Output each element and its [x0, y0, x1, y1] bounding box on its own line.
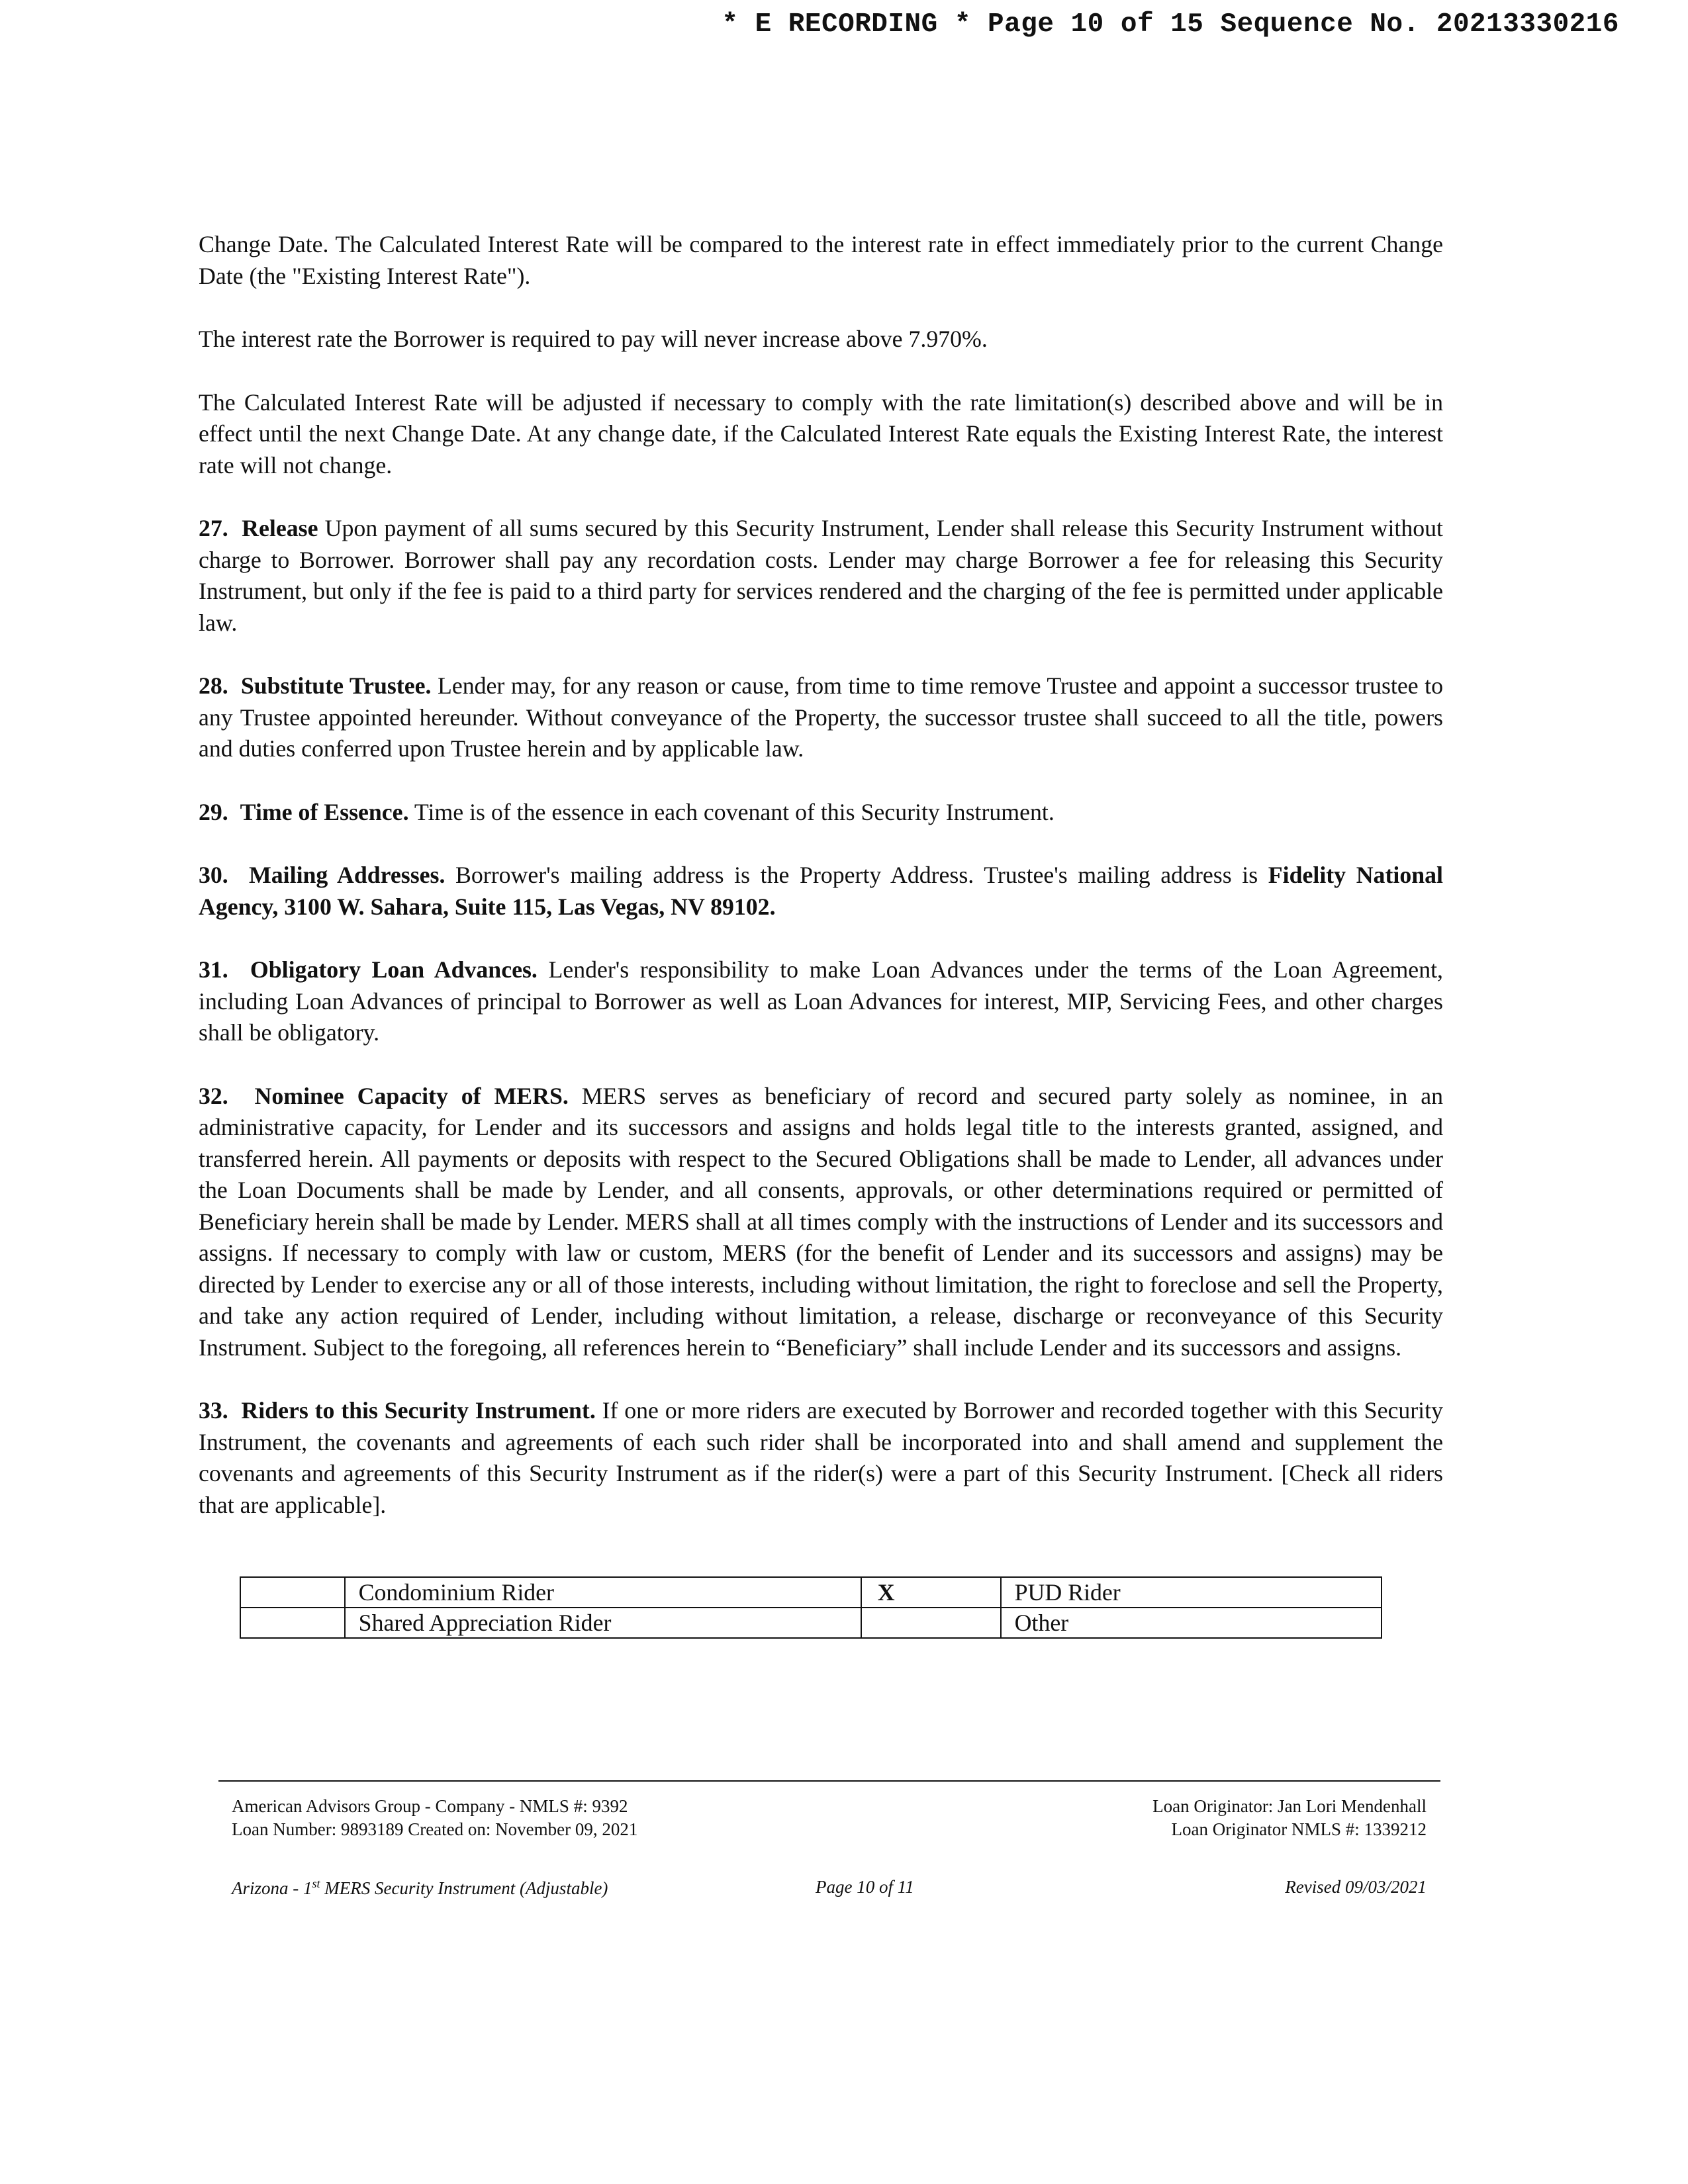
footer-loan-number: Loan Number: 9893189 Created on: November 09, 2021 [232, 1819, 638, 1839]
section-heading: Release [242, 515, 318, 541]
section-text: Lender may, for any reason or cause, from time to time remove Trustee and appoint a successor trustee to any Trustee appointed hereunder. Without conveyance of the Property, the successor trustee shall succeed to all the title, powers and duties conferred upon Trustee herein and by applicable law. [199, 672, 1444, 762]
rider-checkbox-cell [240, 1608, 345, 1638]
rider-name-cell: Condominium Rider [345, 1577, 861, 1608]
section-number: 29. [199, 798, 228, 825]
doc-title-ordinal: st [312, 1877, 320, 1890]
section-30 [199, 860, 1443, 923]
intro-paragraph-2: The interest rate the Borrower is required to pay will never increase above 7.970%. [199, 326, 988, 352]
footer-page-number: Page 10 of 11 [816, 1877, 914, 1897]
section-heading: Mailing Addresses. [249, 862, 445, 888]
section-31 [199, 954, 1443, 1049]
footer-revised-date: Revised 09/03/2021 [1285, 1877, 1427, 1897]
footer-originator-nmls: Loan Originator NMLS #: 1339212 [1171, 1819, 1427, 1839]
rider-checkbox-cell [240, 1577, 345, 1608]
rider-name-cell: PUD Rider [1001, 1577, 1382, 1608]
section-number: 30. [199, 862, 228, 888]
footer-originator: Loan Originator: Jan Lori Mendenhall [1152, 1796, 1427, 1816]
table-row [240, 1608, 1382, 1638]
section-number: 28. [199, 672, 228, 699]
intro-paragraph-1: Change Date. The Calculated Interest Rate will be compared to the interest rate in effect immediately prior to the current Change Date (the "Existing Interest Rate"). [199, 231, 1443, 289]
rider-name-cell: Other [1001, 1608, 1382, 1638]
section-text: Lender's responsibility to make Loan Advances under the terms of the Loan Agreement, including Loan Advances of principal to Borrower as well as Loan Advances for interest, MIP, Servicing Fees, and other charges shall be obligatory. [199, 956, 1443, 1046]
section-heading: Riders to this Security Instrument. [241, 1397, 596, 1424]
section-heading: Obligatory Loan Advances. [250, 956, 538, 983]
recording-stamp: * E RECORDING * Page 10 of 15 Sequence No. 20213330216 [722, 9, 1619, 40]
footer-divider [218, 1780, 1440, 1782]
document-body [199, 229, 1443, 1553]
rider-checkbox-cell: X [861, 1577, 1001, 1608]
section-33 [199, 1395, 1443, 1521]
riders-table [240, 1576, 1382, 1639]
section-text: Borrower's mailing address is the Property Address. Trustee's mailing address is [445, 862, 1268, 888]
section-text: Upon payment of all sums secured by this Security Instrument, Lender shall release this Security Instrument without charge to Borrower. Borrower shall pay any recordation costs. Lender may charge Borrower a fee for releasing this Security Instrument, but only if the fee is paid to a third party for services rendered and the charging of the fee is permitted under applicable law. [199, 515, 1443, 636]
doc-title-suffix: MERS Security Instrument (Adjustable) [320, 1878, 608, 1898]
section-heading: Nominee Capacity of MERS. [254, 1082, 569, 1109]
section-heading: Substitute Trustee. [240, 672, 432, 699]
footer-lender-info [232, 1795, 637, 1841]
section-29 [199, 797, 1443, 829]
section-heading: Time of Essence. [240, 798, 409, 825]
rider-checkbox-cell [861, 1608, 1001, 1638]
intro-paragraph-3: The Calculated Interest Rate will be adjusted if necessary to comply with the rate limitation(s) described above and will be in effect until the next Change Date. At any change date, if the Calculated Interest Rate equals the Existing Interest Rate, the interest rate will not change. [199, 388, 1443, 478]
footer-document-title [232, 1877, 608, 1899]
section-number: 32. [199, 1082, 228, 1109]
table-row [240, 1577, 1382, 1608]
footer-company: American Advisors Group - Company - NMLS #: 9392 [232, 1796, 628, 1816]
footer-originator-info [1152, 1795, 1427, 1841]
doc-title-prefix: Arizona - 1 [232, 1878, 312, 1898]
section-text: Time is of the essence in each covenant of this Security Instrument. [408, 798, 1055, 825]
rider-name-cell: Shared Appreciation Rider [345, 1608, 861, 1638]
trustee-address: Fidelity National Agency, 3100 W. Sahara, Suite 115, Las Vegas, NV 89102. [199, 862, 1443, 920]
section-text: If one or more riders are executed by Borrower and recorded together with this Security Instrument, the covenants and agreements of each such rider shall be incorporated into and shall amend and supplement the covenants and agreements of this Security Instrument as if the rider(s) were a part of this Security Instrument. [Check all riders that are applicable]. [199, 1397, 1443, 1518]
section-27 [199, 513, 1443, 639]
section-text: MERS serves as beneficiary of record and secured party solely as nominee, in an administrative capacity, for Lender and its successors and assigns and holds legal title to the interests granted, assigned, and transferred herein. All payments or deposits with respect to the Secured Obligations shall be made to Lender, all advances under the Loan Documents shall be made by Lender, and all consents, approvals, or other determinations required or permitted of Beneficiary herein shall be made by Lender. MERS shall at all times comply with the instructions of Lender and its successors and assigns. If necessary to comply with law or custom, MERS (for the benefit of Lender and its successors and assigns) may be directed by Lender to exercise any or all of those interests, including without limitation, the right to foreclose and sell the Property, and take any action required of Lender, including without limitation, a release, discharge or reconveyance of this Security Instrument. Subject to the foregoing, all references herein to “Beneficiary” shall include Lender and its successors and assigns. [199, 1082, 1444, 1361]
section-number: 31. [199, 956, 228, 983]
section-number: 27. [199, 515, 228, 541]
section-28 [199, 670, 1443, 765]
section-number: 33. [199, 1397, 228, 1424]
section-32 [199, 1081, 1443, 1364]
